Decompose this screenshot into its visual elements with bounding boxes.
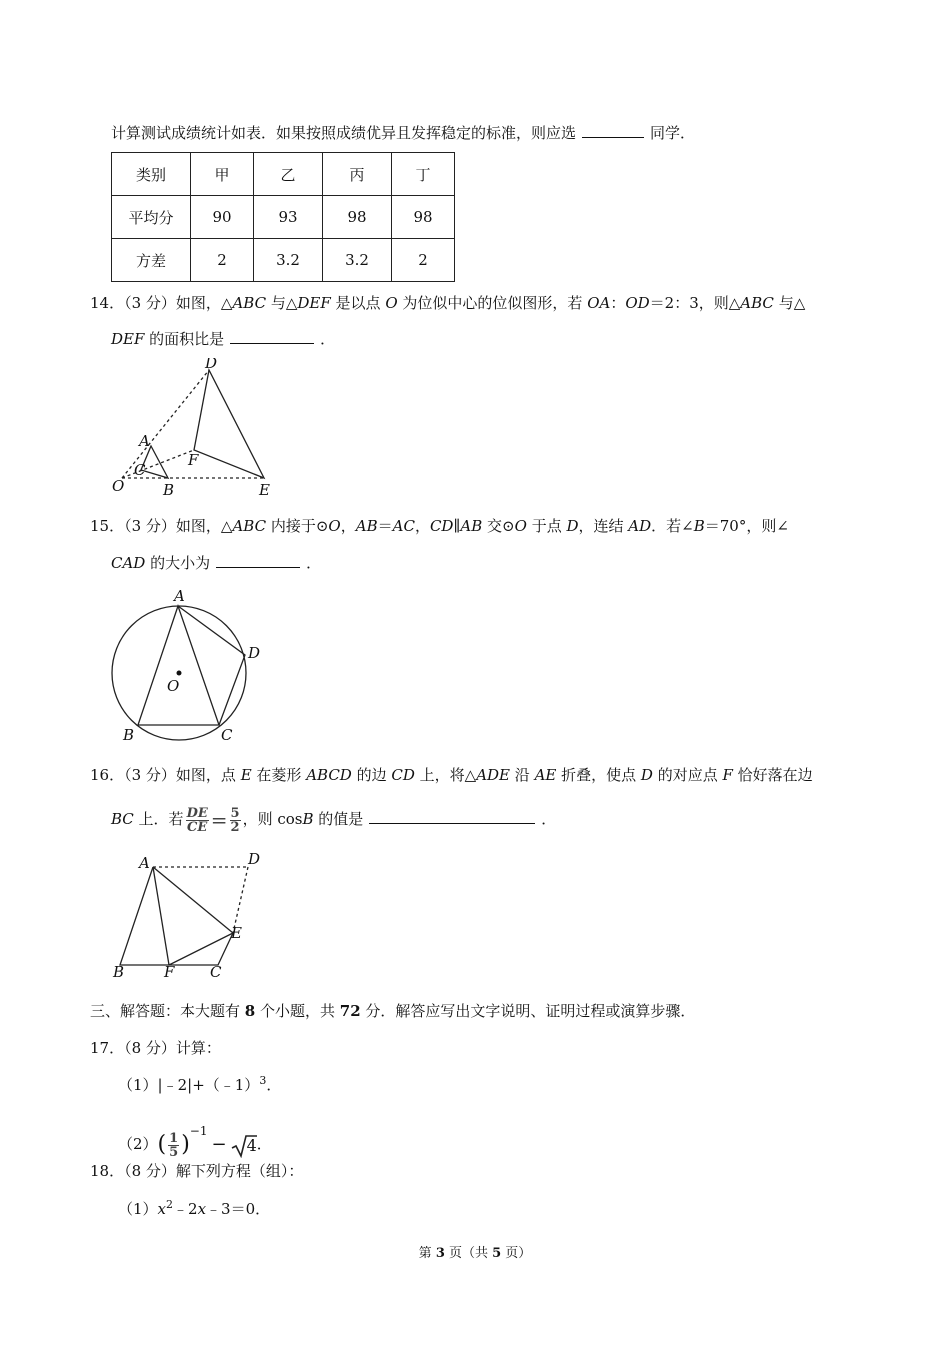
label-b: B [113, 963, 125, 981]
q14-answer-blank[interactable] [230, 329, 314, 344]
equals-sign: = [210, 808, 228, 832]
q18-text: ﹣3＝0． [206, 1200, 271, 1218]
segment-af [153, 867, 169, 965]
q15-var: D [566, 517, 579, 535]
table-cell: 3.2 [254, 239, 323, 282]
label-o: O [167, 677, 180, 695]
q15-text: ＝70°，则∠ [704, 517, 789, 535]
q13-text: 计算测试成绩统计如表．如果按照成绩优异且发挥稳定的标准，则应选 [111, 124, 577, 142]
segments-ad-dc [178, 606, 245, 725]
q18-var: x [197, 1200, 207, 1218]
fraction-numerator: 5 [230, 805, 240, 821]
section3-text: 分．解答应写出文字说明、证明过程或演算步骤． [360, 1002, 696, 1020]
q17-title: 17．（8 分）计算： [90, 1039, 221, 1057]
q16-line1 [90, 765, 813, 785]
fraction-denominator: 5 [169, 1144, 179, 1160]
page-footer [0, 1242, 950, 1261]
triangle-def [194, 370, 264, 478]
q16-var: AE [534, 766, 557, 784]
dashed-line-of [122, 450, 194, 478]
q15-var: AB [460, 517, 483, 535]
q15-text: ∥ [453, 517, 461, 535]
section3-text: 个小题，共 [255, 1002, 340, 1020]
q16-text: 沿 [510, 766, 535, 784]
fraction-numerator: 1 [169, 1130, 179, 1146]
q17-text: ． [266, 1076, 282, 1094]
q15-text: 如图，△ [175, 517, 233, 535]
fraction-5-2 [230, 807, 241, 834]
q14-number: 14． [90, 294, 125, 312]
table-cell: 98 [323, 196, 392, 239]
rhombus-sides [120, 867, 233, 965]
q18-title: 18．（8 分）解下列方程（组）： [90, 1162, 304, 1180]
left-paren: ( [157, 1132, 167, 1157]
q17-part1 [118, 1071, 281, 1095]
q17-exponent: 3 [259, 1074, 267, 1087]
label-b: B [163, 481, 175, 499]
q15-text: 内接于⊙ [266, 517, 329, 535]
right-paren: ) [181, 1132, 190, 1157]
footer-text: 页） [501, 1246, 532, 1261]
q18-part-label: （1） [118, 1200, 158, 1218]
fraction-denominator: 2 [230, 819, 240, 835]
table-cell: 98 [392, 196, 455, 239]
label-d: D [248, 644, 261, 662]
label-a: A [139, 854, 150, 872]
q15-text: ，连结 [578, 517, 629, 535]
q16-text: 的值是 [313, 810, 364, 828]
q16-text: 如图，点 [175, 766, 241, 784]
label-e: E [231, 924, 242, 942]
q16-figure [105, 848, 275, 983]
table-cell: 2 [191, 239, 254, 282]
table-cell: 93 [254, 196, 323, 239]
footer-text: 第 [418, 1246, 436, 1261]
q16-var: D [640, 766, 653, 784]
label-b: B [123, 726, 135, 744]
q16-var: BC [111, 810, 134, 828]
radicand: 4 [246, 1135, 257, 1155]
q14-text: 与△ [266, 294, 298, 312]
label-c: C [134, 461, 146, 479]
table-cell: 方差 [112, 239, 191, 282]
label-d: D [248, 850, 261, 868]
table-header-cell: 类别 [112, 153, 191, 196]
q14-text: ： [610, 294, 626, 312]
q15-var: CAD [111, 554, 146, 572]
label-o: O [112, 477, 125, 495]
q16-text: 在菱形 [251, 766, 307, 784]
q14-var: ABC [232, 294, 267, 312]
q13-text-line [111, 123, 695, 143]
section3-heading [90, 1001, 695, 1021]
q15-text: ．若∠ [651, 517, 694, 535]
q16-text: ． [541, 810, 557, 828]
q16-var: E [240, 766, 252, 784]
q15-number: 15． [90, 517, 125, 535]
label-e: E [259, 481, 270, 499]
table-row [112, 196, 455, 239]
q14-text: 与△ [773, 294, 806, 312]
q14-text: 如图，△ [175, 294, 233, 312]
q13-answer-blank[interactable] [582, 123, 644, 138]
q18-exponent: 2 [166, 1198, 174, 1211]
table-cell: 3.2 [323, 239, 392, 282]
q14-var: OA [587, 294, 611, 312]
label-d: D [205, 358, 218, 372]
table-header-cell: 甲 [191, 153, 254, 196]
q17-part-label: （2） [118, 1135, 158, 1153]
fraction-denominator: CE [187, 819, 208, 835]
q15-text: 于点 [526, 517, 567, 535]
q15-var: AB [355, 517, 378, 535]
q15-answer-blank[interactable] [216, 553, 300, 568]
q15-var: AC [392, 517, 415, 535]
q14-line2 [111, 329, 335, 349]
q14-var: DEF [111, 330, 145, 348]
q16-text: ，则 cos [242, 810, 303, 828]
q15-var: O [328, 517, 341, 535]
q14-text: 是以点 [330, 294, 386, 312]
table-header-cell: 丁 [392, 153, 455, 196]
q16-var: ABCD [306, 766, 352, 784]
page-number: 3 [435, 1246, 445, 1261]
fraction-numerator: DE [186, 805, 208, 821]
q18-part1 [118, 1195, 270, 1219]
table-cell: 90 [191, 196, 254, 239]
q16-score: （3 分） [124, 766, 176, 784]
q16-text: 恰好落在边 [732, 766, 813, 784]
q15-text: 的大小为 [145, 554, 211, 572]
q17-text: ． [256, 1135, 272, 1153]
q16-text: 上，将△ [414, 766, 477, 784]
q13-suffix: 同学． [650, 124, 696, 142]
q17-exponent: −1 [189, 1124, 208, 1138]
label-f: F [188, 451, 199, 469]
q14-text: 为位似中心的位似图形，若 [397, 294, 588, 312]
q16-var: ADE [476, 766, 511, 784]
q14-var: OD [625, 294, 650, 312]
q15-figure [105, 585, 275, 747]
q14-text: ． [320, 330, 336, 348]
q17-part-label: （1） [118, 1076, 158, 1094]
table-cell: 平均分 [112, 196, 191, 239]
label-a: A [139, 432, 150, 450]
triangle-abc [138, 606, 219, 725]
q14-text: 的面积比是 [144, 330, 225, 348]
q15-var: B [693, 517, 705, 535]
q15-text: ， [340, 517, 356, 535]
label-f: F [164, 963, 175, 981]
q15-text: ＝ [377, 517, 393, 535]
q15-text: 交⊙ [482, 517, 515, 535]
q15-text: ， [414, 517, 430, 535]
minus-sign: − [211, 1134, 227, 1155]
fraction-1-5 [168, 1132, 179, 1159]
q16-text: 的边 [351, 766, 392, 784]
section3-text: 三、解答题：本大题有 [90, 1002, 245, 1020]
q18-text: ﹣2 [173, 1200, 198, 1218]
table-header-cell: 丙 [323, 153, 392, 196]
page-total: 5 [492, 1246, 502, 1261]
q14-figure [105, 358, 280, 500]
segment-ae [153, 867, 233, 933]
q16-text: 折叠，使点 [556, 766, 641, 784]
label-a: A [174, 587, 185, 605]
segment-fe [169, 933, 233, 965]
q16-var: CD [391, 766, 415, 784]
table-row [112, 239, 455, 282]
q15-line2 [111, 553, 321, 573]
q14-var: O [385, 294, 398, 312]
table-header-row [112, 153, 455, 196]
q15-score: （3 分） [124, 517, 176, 535]
q17-expression: |﹣2|+（﹣1） [157, 1076, 260, 1094]
section3-points: 72 [339, 1002, 361, 1020]
q14-text: ＝2：3，则△ [649, 294, 741, 312]
q16-line2 [111, 802, 556, 837]
q16-number: 16． [90, 766, 125, 784]
q15-var: O [514, 517, 527, 535]
label-c: C [221, 726, 233, 744]
q14-var: ABC [740, 294, 774, 312]
q16-text: 的对应点 [652, 766, 723, 784]
q16-answer-blank[interactable] [369, 809, 535, 824]
q15-var: ABC [232, 517, 267, 535]
footer-text: 页（共 [444, 1246, 493, 1261]
fraction-de-ce [186, 807, 209, 834]
section3-count: 8 [244, 1002, 256, 1020]
table-header-cell: 乙 [254, 153, 323, 196]
q14-var: DEF [297, 294, 331, 312]
q16-var: F [722, 766, 733, 784]
table-cell: 2 [392, 239, 455, 282]
q18-var: x [157, 1200, 167, 1218]
label-c: C [210, 963, 222, 981]
q15-line1 [90, 516, 789, 536]
q14-score: （3 分） [124, 294, 176, 312]
score-table [111, 152, 455, 282]
q15-var: CD [429, 517, 454, 535]
sqrt-symbol [231, 1128, 257, 1163]
q15-var: AD [628, 517, 652, 535]
center-dot [177, 671, 182, 676]
q16-var: B [302, 810, 314, 828]
q14-line1 [90, 293, 805, 313]
q16-text: 上．若 [133, 810, 184, 828]
q17-part2 [118, 1114, 272, 1163]
q15-text: ． [306, 554, 322, 572]
